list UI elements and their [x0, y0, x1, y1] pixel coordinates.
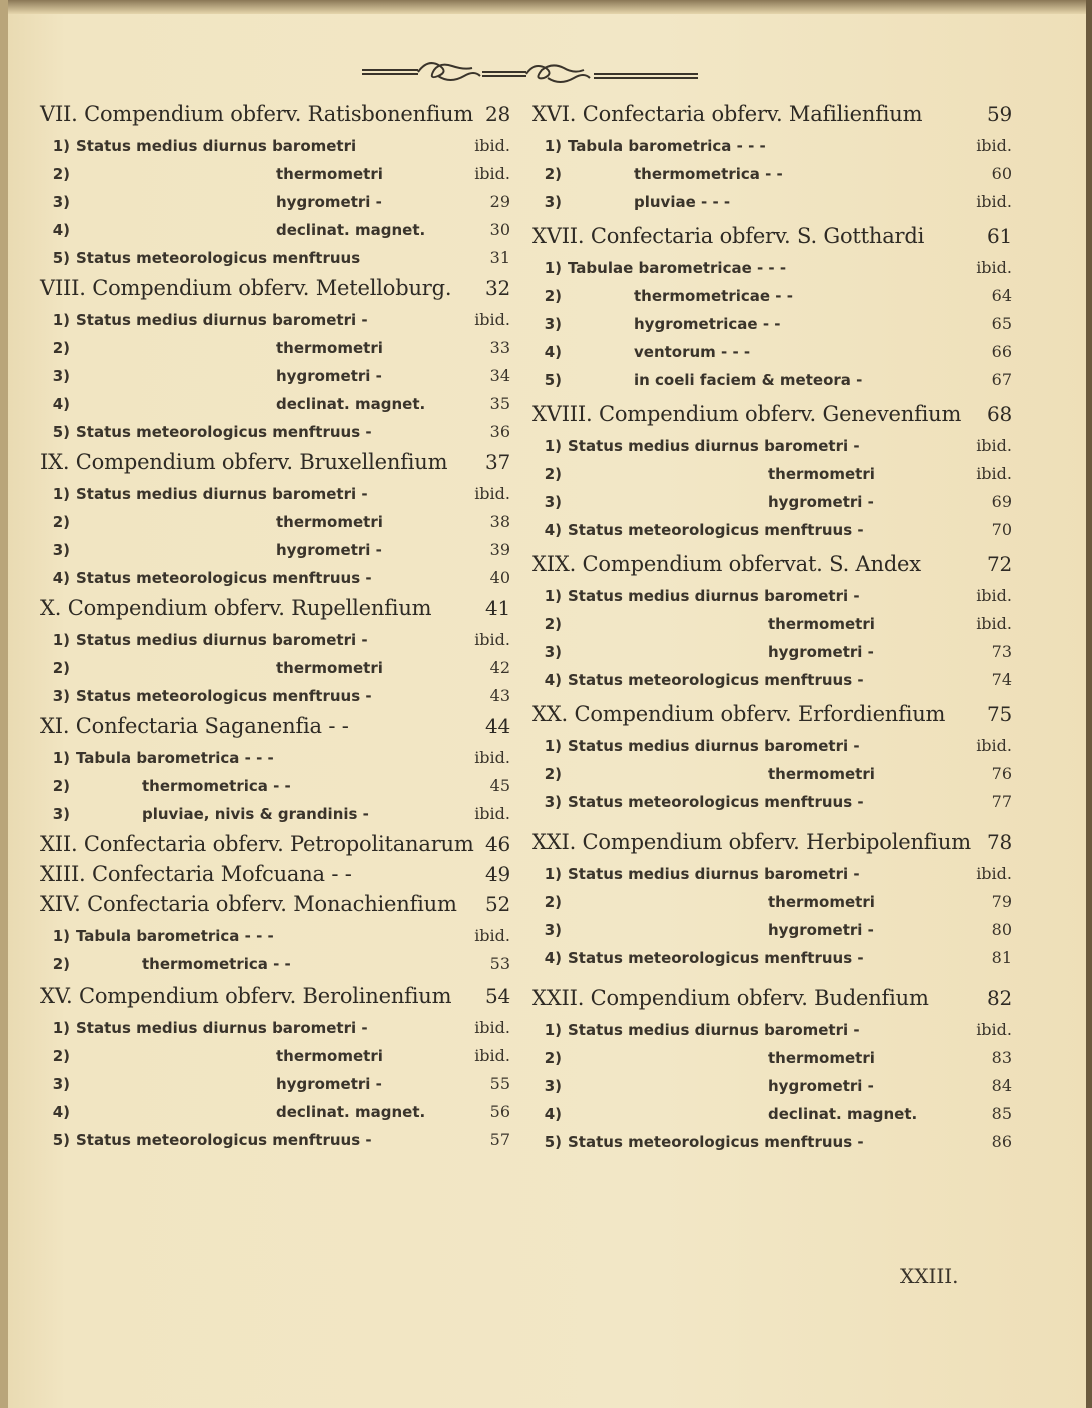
entry-text: Status meteorologicus menftruus -	[568, 1133, 864, 1151]
entry-number: 1)	[544, 737, 562, 755]
section-title: XX. Compendium obferv. Erfordienfium	[532, 702, 946, 726]
page-top-edge	[0, 0, 1092, 14]
section-heading	[532, 552, 1012, 576]
entry-page: 79	[991, 892, 1012, 911]
entry-page: ibid.	[976, 864, 1012, 883]
section-page: 52	[484, 892, 510, 916]
entry-number: 2)	[52, 777, 70, 795]
section-heading	[532, 102, 1012, 126]
entry-page: ibid.	[474, 630, 510, 649]
section-title: XVII. Confectaria obferv. S. Gotthardi	[532, 224, 925, 248]
toc-entry	[40, 1042, 510, 1070]
section-page: 32	[484, 276, 510, 300]
entry-page: 53	[489, 954, 510, 973]
entry-page: 43	[489, 686, 510, 705]
entry-text: hygrometri -	[768, 643, 874, 661]
toc-entry	[532, 916, 1012, 944]
entry-page: ibid.	[976, 736, 1012, 755]
entry-text: Status meteorologicus menftruus -	[76, 687, 372, 705]
entry-text: Status meteorologicus menftruus -	[76, 569, 372, 587]
entry-text: Status medius diurnus barometri -	[76, 1019, 368, 1037]
entry-text: Status medius diurnus barometri -	[568, 587, 860, 605]
entry-page: 30	[489, 220, 510, 239]
entry-number: 1)	[52, 485, 70, 503]
toc-entry	[40, 922, 510, 950]
toc-section	[532, 830, 1012, 972]
entry-number: 2)	[544, 615, 562, 633]
toc-entry	[40, 216, 510, 244]
toc-entry	[532, 1044, 1012, 1072]
entry-page: ibid.	[976, 1020, 1012, 1039]
entry-number: 3)	[52, 367, 70, 385]
entry-text: thermometri	[768, 893, 875, 911]
entry-text: declinat. magnet.	[276, 395, 426, 413]
section-heading	[532, 986, 1012, 1010]
toc-entry	[532, 944, 1012, 972]
entry-number: 3)	[544, 643, 562, 661]
entry-number: 3)	[52, 1075, 70, 1093]
section-page: 68	[986, 402, 1012, 426]
entry-text: thermometrica - -	[142, 955, 291, 973]
entry-number: 1)	[544, 259, 562, 277]
entry-page: 56	[489, 1102, 510, 1121]
section-page: 59	[986, 102, 1012, 126]
entry-page: 69	[991, 492, 1012, 511]
toc-column-left	[40, 102, 510, 1158]
entry-page: ibid.	[976, 192, 1012, 211]
section-heading	[40, 984, 510, 1008]
section-title: XI. Confectaria Saganenfia - -	[40, 714, 349, 738]
toc-entry	[532, 888, 1012, 916]
entry-text: declinat. magnet.	[276, 221, 426, 239]
entry-page: 80	[991, 920, 1012, 939]
toc-entry	[532, 366, 1012, 394]
entry-number: 1)	[52, 137, 70, 155]
entry-text: thermometri	[768, 465, 875, 483]
section-page: 78	[986, 830, 1012, 854]
section-title: XXI. Compendium obferv. Herbipolenfium	[532, 830, 971, 854]
entry-page: 76	[991, 764, 1012, 783]
entry-page: 36	[489, 422, 510, 441]
toc-entry	[532, 516, 1012, 544]
entry-number: 4)	[52, 1103, 70, 1121]
entry-page: 39	[489, 540, 510, 559]
entry-number: 4)	[544, 1105, 562, 1123]
entry-number: 2)	[52, 659, 70, 677]
section-page: 28	[484, 102, 510, 126]
entry-number: 2)	[52, 165, 70, 183]
toc-entry	[40, 390, 510, 418]
toc-section	[40, 862, 510, 886]
toc-entry	[532, 860, 1012, 888]
entry-number: 1)	[52, 1019, 70, 1037]
toc-entry	[532, 188, 1012, 216]
entry-page: ibid.	[474, 310, 510, 329]
entry-text: thermometri	[276, 165, 383, 183]
entry-number: 4)	[544, 949, 562, 967]
toc-section	[40, 102, 510, 272]
toc-entry	[40, 626, 510, 654]
toc-entry	[40, 1126, 510, 1154]
entry-page: ibid.	[976, 136, 1012, 155]
entry-text: thermometricae - -	[634, 287, 793, 305]
section-heading	[40, 862, 510, 886]
entry-number: 1)	[52, 311, 70, 329]
entry-text: Status medius diurnus barometri -	[568, 1021, 860, 1039]
toc-entry	[532, 582, 1012, 610]
entry-page: 81	[991, 948, 1012, 967]
entry-number: 4)	[544, 343, 562, 361]
section-heading	[532, 224, 1012, 248]
section-heading	[40, 450, 510, 474]
entry-text: Status meteorologicus menftruus -	[568, 949, 864, 967]
entry-text: Status meteorologicus menftruus	[76, 249, 361, 267]
section-heading	[40, 102, 510, 126]
entry-text: thermometri	[276, 1047, 383, 1065]
entry-number: 3)	[52, 541, 70, 559]
entry-page: ibid.	[976, 258, 1012, 277]
entry-page: ibid.	[474, 748, 510, 767]
toc-entry	[40, 306, 510, 334]
entry-text: Status medius diurnus barometri -	[76, 311, 368, 329]
entry-text: Status meteorologicus menftruus -	[568, 793, 864, 811]
entry-page: 38	[489, 512, 510, 531]
entry-text: declinat. magnet.	[768, 1105, 918, 1123]
entry-text: hygrometri -	[276, 367, 382, 385]
entry-page: 40	[489, 568, 510, 587]
entry-page: ibid.	[976, 586, 1012, 605]
entry-number: 1)	[544, 437, 562, 455]
entry-number: 2)	[544, 465, 562, 483]
entry-text: pluviae - - -	[634, 193, 731, 211]
entry-text: hygrometricae - -	[634, 315, 781, 333]
toc-entry	[532, 1100, 1012, 1128]
toc-section	[532, 224, 1012, 394]
section-page: 61	[986, 224, 1012, 248]
entry-text: thermometri	[768, 1049, 875, 1067]
toc-entry	[532, 160, 1012, 188]
entry-text: ventorum - - -	[634, 343, 751, 361]
entry-page: ibid.	[474, 1046, 510, 1065]
entry-text: thermometrica - -	[634, 165, 783, 183]
entry-text: Tabulae barometricae - - -	[568, 259, 787, 277]
section-heading	[40, 892, 510, 916]
section-page: 54	[484, 984, 510, 1008]
toc-entry	[40, 744, 510, 772]
toc-entry	[532, 488, 1012, 516]
section-page: 49	[484, 862, 510, 886]
entry-page: 84	[991, 1076, 1012, 1095]
entry-page: ibid.	[474, 136, 510, 155]
entry-text: Status meteorologicus menftruus -	[568, 671, 864, 689]
toc-entry	[40, 950, 510, 978]
entry-number: 4)	[52, 569, 70, 587]
entry-page: ibid.	[474, 926, 510, 945]
toc-entry	[40, 418, 510, 446]
entry-page: 31	[489, 248, 510, 267]
entry-number: 5)	[52, 423, 70, 441]
toc-entry	[40, 682, 510, 710]
toc-entry	[532, 254, 1012, 282]
entry-text: Status medius diurnus barometri -	[568, 865, 860, 883]
section-title: XV. Compendium obferv. Berolinenfium	[40, 984, 452, 1008]
section-page: 82	[986, 986, 1012, 1010]
section-page: 72	[986, 552, 1012, 576]
entry-number: 1)	[544, 587, 562, 605]
entry-number: 3)	[544, 193, 562, 211]
toc-entry	[40, 480, 510, 508]
section-heading	[40, 596, 510, 620]
section-heading	[40, 276, 510, 300]
toc-entry	[40, 772, 510, 800]
entry-page: ibid.	[976, 614, 1012, 633]
toc-section	[40, 984, 510, 1154]
entry-number: 2)	[544, 287, 562, 305]
entry-text: Tabula barometrica - - -	[76, 927, 274, 945]
entry-page: ibid.	[474, 164, 510, 183]
section-page: 37	[484, 450, 510, 474]
toc-entry	[40, 800, 510, 828]
entry-number: 2)	[52, 1047, 70, 1065]
catchword: XXIII.	[900, 1264, 959, 1288]
entry-text: thermometri	[276, 339, 383, 357]
entry-page: 86	[991, 1132, 1012, 1151]
entry-number: 5)	[52, 249, 70, 267]
section-heading	[532, 702, 1012, 726]
entry-number: 2)	[52, 955, 70, 973]
entry-page: ibid.	[474, 804, 510, 823]
section-heading	[532, 830, 1012, 854]
toc-entry	[532, 760, 1012, 788]
entry-page: 77	[991, 792, 1012, 811]
entry-number: 2)	[52, 339, 70, 357]
entry-page: 42	[489, 658, 510, 677]
toc-entry	[532, 666, 1012, 694]
entry-number: 3)	[544, 315, 562, 333]
entry-page: 65	[991, 314, 1012, 333]
entry-text: pluviae, nivis & grandinis -	[142, 805, 369, 823]
entry-page: 55	[489, 1074, 510, 1093]
toc-section	[532, 986, 1012, 1156]
section-title: VII. Compendium obferv. Ratisbonenfium	[40, 102, 474, 126]
entry-number: 3)	[544, 921, 562, 939]
toc-entry	[40, 508, 510, 536]
entry-page: 73	[991, 642, 1012, 661]
entry-text: hygrometri -	[768, 493, 874, 511]
entry-number: 5)	[544, 371, 562, 389]
entry-text: Status meteorologicus menftruus -	[76, 423, 372, 441]
entry-number: 4)	[544, 521, 562, 539]
entry-page: ibid.	[976, 436, 1012, 455]
section-page: 46	[484, 832, 510, 856]
section-heading	[40, 714, 510, 738]
entry-text: thermometri	[276, 513, 383, 531]
toc-entry	[532, 460, 1012, 488]
toc-section	[532, 102, 1012, 216]
entry-text: Status medius diurnus barometri -	[76, 485, 368, 503]
entry-number: 2)	[544, 893, 562, 911]
toc-entry	[532, 788, 1012, 816]
entry-number: 4)	[52, 221, 70, 239]
section-title: VIII. Compendium obferv. Metelloburg.	[40, 276, 452, 300]
entry-page: 35	[489, 394, 510, 413]
section-heading	[40, 832, 510, 856]
toc-entry	[532, 310, 1012, 338]
entry-number: 3)	[544, 793, 562, 811]
entry-number: 1)	[52, 749, 70, 767]
section-page: 44	[484, 714, 510, 738]
toc-entry	[532, 1016, 1012, 1044]
entry-text: thermometri	[768, 765, 875, 783]
section-title: XIII. Confectaria Mofcuana - -	[40, 862, 352, 886]
section-heading	[532, 402, 1012, 426]
page-left-edge	[0, 0, 8, 1408]
entry-number: 2)	[544, 1049, 562, 1067]
entry-page: 57	[489, 1130, 510, 1149]
section-page: 41	[484, 596, 510, 620]
toc-entry	[40, 1070, 510, 1098]
entry-number: 2)	[544, 165, 562, 183]
toc-entry	[40, 1014, 510, 1042]
toc-entry	[40, 334, 510, 362]
entry-text: hygrometri -	[768, 921, 874, 939]
entry-text: Tabula barometrica - - -	[76, 749, 274, 767]
section-title: XIV. Confectaria obferv. Monachienfium	[40, 892, 457, 916]
entry-page: 34	[489, 366, 510, 385]
toc-entry	[532, 282, 1012, 310]
entry-number: 1)	[544, 1021, 562, 1039]
toc-section	[40, 276, 510, 446]
entry-page: 67	[991, 370, 1012, 389]
toc-entry	[40, 244, 510, 272]
entry-page: 64	[991, 286, 1012, 305]
entry-text: declinat. magnet.	[276, 1103, 426, 1121]
entry-page: 85	[991, 1104, 1012, 1123]
entry-page: 66	[991, 342, 1012, 361]
entry-number: 3)	[52, 193, 70, 211]
entry-page: ibid.	[474, 1018, 510, 1037]
entry-number: 1)	[52, 631, 70, 649]
entry-number: 1)	[52, 927, 70, 945]
toc-entry	[40, 160, 510, 188]
entry-number: 5)	[544, 1133, 562, 1151]
toc-entry	[532, 132, 1012, 160]
entry-page: 45	[489, 776, 510, 795]
entry-text: Tabula barometrica - - -	[568, 137, 766, 155]
entry-page: ibid.	[976, 464, 1012, 483]
entry-number: 2)	[544, 765, 562, 783]
toc-section	[40, 596, 510, 710]
entry-text: Status medius diurnus barometri -	[568, 737, 860, 755]
toc-entry	[40, 564, 510, 592]
entry-page: ibid.	[474, 484, 510, 503]
entry-number: 2)	[52, 513, 70, 531]
toc-entry	[532, 732, 1012, 760]
toc-entry	[40, 1098, 510, 1126]
toc-entry	[40, 188, 510, 216]
section-title: XVI. Confectaria obferv. Mafilienfium	[532, 102, 923, 126]
section-title: XIX. Compendium obfervat. S. Andex	[532, 552, 921, 576]
entry-number: 3)	[52, 805, 70, 823]
entry-page: 60	[991, 164, 1012, 183]
toc-entry	[532, 338, 1012, 366]
section-title: XXII. Compendium obferv. Budenfium	[532, 986, 929, 1010]
toc-entry	[532, 432, 1012, 460]
entry-number: 3)	[544, 493, 562, 511]
ornament-icon	[358, 50, 703, 90]
section-title: IX. Compendium obferv. Bruxellenfium	[40, 450, 448, 474]
section-title: X. Compendium obferv. Rupellenfium	[40, 596, 432, 620]
entry-text: Status medius diurnus barometri	[76, 137, 357, 155]
toc-section	[40, 450, 510, 592]
entry-text: hygrometri -	[276, 1075, 382, 1093]
entry-text: thermometrica - -	[142, 777, 291, 795]
entry-number: 3)	[52, 687, 70, 705]
entry-number: 1)	[544, 137, 562, 155]
entry-text: Status medius diurnus barometri -	[568, 437, 860, 455]
entry-text: thermometri	[768, 615, 875, 633]
page-right-edge	[1086, 0, 1092, 1408]
toc-entry	[40, 362, 510, 390]
section-title: XVIII. Compendium obferv. Genevenfium	[532, 402, 962, 426]
toc-entry	[40, 536, 510, 564]
entry-text: hygrometri -	[276, 541, 382, 559]
toc-section	[532, 702, 1012, 816]
toc-section	[532, 552, 1012, 694]
toc-entry	[40, 654, 510, 682]
entry-page: 83	[991, 1048, 1012, 1067]
toc-column-right	[532, 102, 1012, 1160]
entry-number: 3)	[544, 1077, 562, 1095]
entry-number: 4)	[544, 671, 562, 689]
entry-page: 70	[991, 520, 1012, 539]
entry-text: hygrometri -	[276, 193, 382, 211]
toc-section	[40, 714, 510, 828]
toc-entry	[532, 610, 1012, 638]
entry-text: Status meteorologicus menftruus -	[568, 521, 864, 539]
entry-number: 1)	[544, 865, 562, 883]
toc-entry	[532, 1128, 1012, 1156]
entry-number: 4)	[52, 395, 70, 413]
entry-page: 33	[489, 338, 510, 357]
entry-text: Status medius diurnus barometri -	[76, 631, 368, 649]
entry-text: in coeli faciem & meteora -	[634, 371, 863, 389]
entry-number: 5)	[52, 1131, 70, 1149]
toc-entry	[532, 1072, 1012, 1100]
toc-entry	[532, 638, 1012, 666]
section-page: 75	[986, 702, 1012, 726]
toc-section	[532, 402, 1012, 544]
entry-page: 29	[489, 192, 510, 211]
entry-page: 74	[991, 670, 1012, 689]
entry-text: hygrometri -	[768, 1077, 874, 1095]
entry-text: Status meteorologicus menftruus -	[76, 1131, 372, 1149]
toc-section	[40, 832, 510, 856]
toc-entry	[40, 132, 510, 160]
entry-text: thermometri	[276, 659, 383, 677]
toc-section	[40, 892, 510, 978]
section-title: XII. Confectaria obferv. Petropolitanarum	[40, 832, 474, 856]
